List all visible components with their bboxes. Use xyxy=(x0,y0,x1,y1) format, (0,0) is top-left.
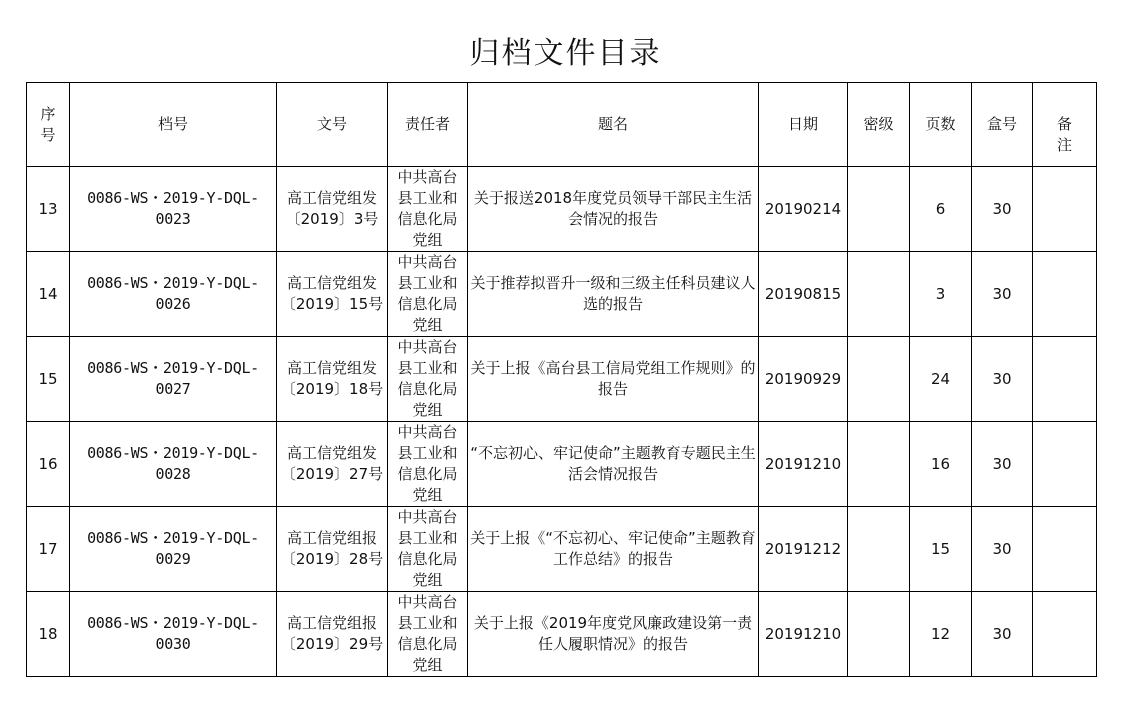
cell-archive-no: 0086-WS・2019-Y-DQL-0023 xyxy=(70,167,277,252)
cell-archive-no: 0086-WS・2019-Y-DQL-0027 xyxy=(70,337,277,422)
cell-responsible: 中共高台县工业和信息化局党组 xyxy=(388,252,468,337)
cell-date: 20190929 xyxy=(759,337,848,422)
cell-secret-level xyxy=(848,167,910,252)
cell-pages: 3 xyxy=(910,252,972,337)
cell-doc-no: 高工信党组发〔2019〕3号 xyxy=(277,167,388,252)
cell-responsible: 中共高台县工业和信息化局党组 xyxy=(388,167,468,252)
cell-doc-no: 高工信党组报〔2019〕28号 xyxy=(277,507,388,592)
cell-note xyxy=(1033,422,1097,507)
cell-seq: 15 xyxy=(27,337,70,422)
header-doc-no: 文号 xyxy=(277,83,388,167)
cell-pages: 16 xyxy=(910,422,972,507)
cell-note xyxy=(1033,592,1097,677)
cell-responsible: 中共高台县工业和信息化局党组 xyxy=(388,422,468,507)
cell-archive-no: 0086-WS・2019-Y-DQL-0026 xyxy=(70,252,277,337)
cell-doc-no: 高工信党组发〔2019〕15号 xyxy=(277,252,388,337)
table-row xyxy=(27,337,1097,422)
cell-date: 20191210 xyxy=(759,422,848,507)
cell-seq: 18 xyxy=(27,592,70,677)
header-note xyxy=(1033,83,1097,167)
header-row xyxy=(27,83,1097,167)
cell-seq: 17 xyxy=(27,507,70,592)
cell-doc-no: 高工信党组发〔2019〕27号 xyxy=(277,422,388,507)
cell-doc-no: 高工信党组发〔2019〕18号 xyxy=(277,337,388,422)
cell-note xyxy=(1033,337,1097,422)
cell-box-no: 30 xyxy=(972,592,1033,677)
cell-note xyxy=(1033,167,1097,252)
cell-date: 20190815 xyxy=(759,252,848,337)
cell-secret-level xyxy=(848,422,910,507)
cell-title: 关于推荐拟晋升一级和三级主任科员建议人选的报告 xyxy=(468,252,759,337)
cell-seq: 14 xyxy=(27,252,70,337)
cell-box-no: 30 xyxy=(972,337,1033,422)
cell-doc-no: 高工信党组报〔2019〕29号 xyxy=(277,592,388,677)
cell-responsible: 中共高台县工业和信息化局党组 xyxy=(388,507,468,592)
cell-title: 关于上报《2019年度党风廉政建设第一责任人履职情况》的报告 xyxy=(468,592,759,677)
cell-secret-level xyxy=(848,507,910,592)
cell-secret-level xyxy=(848,252,910,337)
cell-pages: 6 xyxy=(910,167,972,252)
cell-pages: 15 xyxy=(910,507,972,592)
table-row xyxy=(27,507,1097,592)
table-row xyxy=(27,252,1097,337)
header-seq: 序号 xyxy=(27,83,70,167)
header-archive-no: 档号 xyxy=(70,83,277,167)
archive-catalog-table xyxy=(26,82,1097,677)
cell-box-no: 30 xyxy=(972,252,1033,337)
table-row xyxy=(27,422,1097,507)
header-pages: 页数 xyxy=(910,83,972,167)
cell-secret-level xyxy=(848,337,910,422)
cell-box-no: 30 xyxy=(972,507,1033,592)
header-secret-level: 密级 xyxy=(848,83,910,167)
cell-title: 关于报送2018年度党员领导干部民主生活会情况的报告 xyxy=(468,167,759,252)
cell-archive-no: 0086-WS・2019-Y-DQL-0029 xyxy=(70,507,277,592)
header-date: 日期 xyxy=(759,83,848,167)
cell-archive-no: 0086-WS・2019-Y-DQL-0028 xyxy=(70,422,277,507)
cell-seq: 13 xyxy=(27,167,70,252)
header-title: 题名 xyxy=(468,83,759,167)
page-title: 归档文件目录 xyxy=(469,36,662,71)
cell-date: 20190214 xyxy=(759,167,848,252)
cell-title: 关于上报《高台县工信局党组工作规则》的报告 xyxy=(468,337,759,422)
cell-note xyxy=(1033,507,1097,592)
cell-title: “不忘初心、牢记使命”主题教育专题民主生活会情况报告 xyxy=(468,422,759,507)
cell-pages: 12 xyxy=(910,592,972,677)
table-row xyxy=(27,167,1097,252)
cell-title: 关于上报《“不忘初心、牢记使命”主题教育工作总结》的报告 xyxy=(468,507,759,592)
cell-secret-level xyxy=(848,592,910,677)
header-note-label: 备注 xyxy=(1056,114,1072,154)
header-box-no: 盒号 xyxy=(972,83,1033,167)
cell-seq: 16 xyxy=(27,422,70,507)
header-responsible: 责任者 xyxy=(388,83,468,167)
cell-archive-no: 0086-WS・2019-Y-DQL-0030 xyxy=(70,592,277,677)
cell-responsible: 中共高台县工业和信息化局党组 xyxy=(388,592,468,677)
cell-pages: 24 xyxy=(910,337,972,422)
cell-date: 20191210 xyxy=(759,592,848,677)
cell-box-no: 30 xyxy=(972,422,1033,507)
cell-responsible: 中共高台县工业和信息化局党组 xyxy=(388,337,468,422)
cell-note xyxy=(1033,252,1097,337)
table-row xyxy=(27,592,1097,677)
cell-date: 20191212 xyxy=(759,507,848,592)
cell-box-no: 30 xyxy=(972,167,1033,252)
